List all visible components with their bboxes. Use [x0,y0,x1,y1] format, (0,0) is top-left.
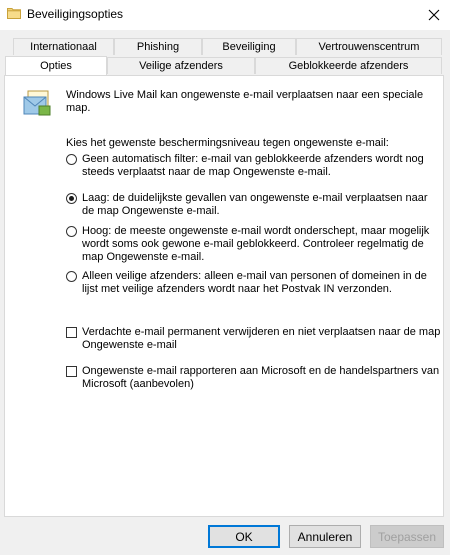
tab-veilige-afzenders[interactable] [107,57,255,74]
option-label: Geen automatisch filter: e-mail van geblokkeerde afzenders wordt nog steeds verplaatst naar de map Ongewenste e-mail. [82,153,424,178]
radio-button-selected[interactable] [66,193,77,204]
radio-button[interactable] [66,154,77,165]
folder-icon [7,7,21,19]
intro-text: Windows Live Mail kan ongewenste e-mail verplaatsen naar een speciale map. [66,89,424,114]
checkbox[interactable] [66,366,77,377]
cancel-button[interactable] [289,525,361,548]
radio-button[interactable] [66,271,77,282]
tab-label: Beveiliging [222,41,276,53]
apply-button[interactable] [370,525,444,548]
close-button[interactable] [418,0,450,30]
option-label: Alleen veilige afzenders: alleen e-mail van personen of domeinen in de lijst met veilige afzenders wordt naar het Postvak IN verzonden. [82,270,427,295]
button-label: OK [235,529,253,544]
junk-mail-icon [22,89,52,117]
option-label: Laag: de duidelijkste gevallen van ongewenste e-mail verplaatsen naar de map Ongewenste e-mail. [82,192,428,217]
tab-vertrouwenscentrum[interactable] [296,38,442,55]
window-title: Beveiligingsopties [27,7,124,21]
tab-label: Vertrouwenscentrum [318,41,420,53]
radio-button[interactable] [66,226,77,237]
ok-button[interactable] [208,525,280,548]
protection-level-heading: Kies het gewenste beschermingsniveau tegen ongewenste e-mail: [66,137,389,149]
tab-label: Geblokkeerde afzenders [288,60,409,72]
title-bar [0,0,450,30]
option-label: Hoog: de meeste ongewenste e-mail wordt onderschept, maar mogelijk wordt soms ook gewone e-mail geblokkeerd. Controleer regelmatig de map Ongewenste e-mail. [82,225,430,263]
checkbox[interactable] [66,327,77,338]
tab-opties[interactable] [5,56,107,75]
tab-label: Opties [40,60,72,72]
tab-geblokkeerde-afzenders[interactable] [255,57,442,74]
close-icon [428,9,440,21]
tab-internationaal[interactable] [13,38,114,55]
button-label: Annuleren [297,529,353,544]
tab-beveiliging[interactable] [202,38,296,55]
tab-phishing[interactable] [114,38,202,55]
options-panel [4,75,444,517]
tab-label: Internationaal [30,41,97,53]
tab-label: Phishing [136,41,180,53]
tab-label: Veilige afzenders [139,60,223,72]
option-label: Verdachte e-mail permanent verwijderen en niet verplaatsen naar de map Ongewenste e-mail [82,326,441,351]
button-label: Toepassen [377,529,437,544]
option-label: Ongewenste e-mail rapporteren aan Microsoft en de handelspartners van Microsoft (aanbevolen) [82,365,440,390]
